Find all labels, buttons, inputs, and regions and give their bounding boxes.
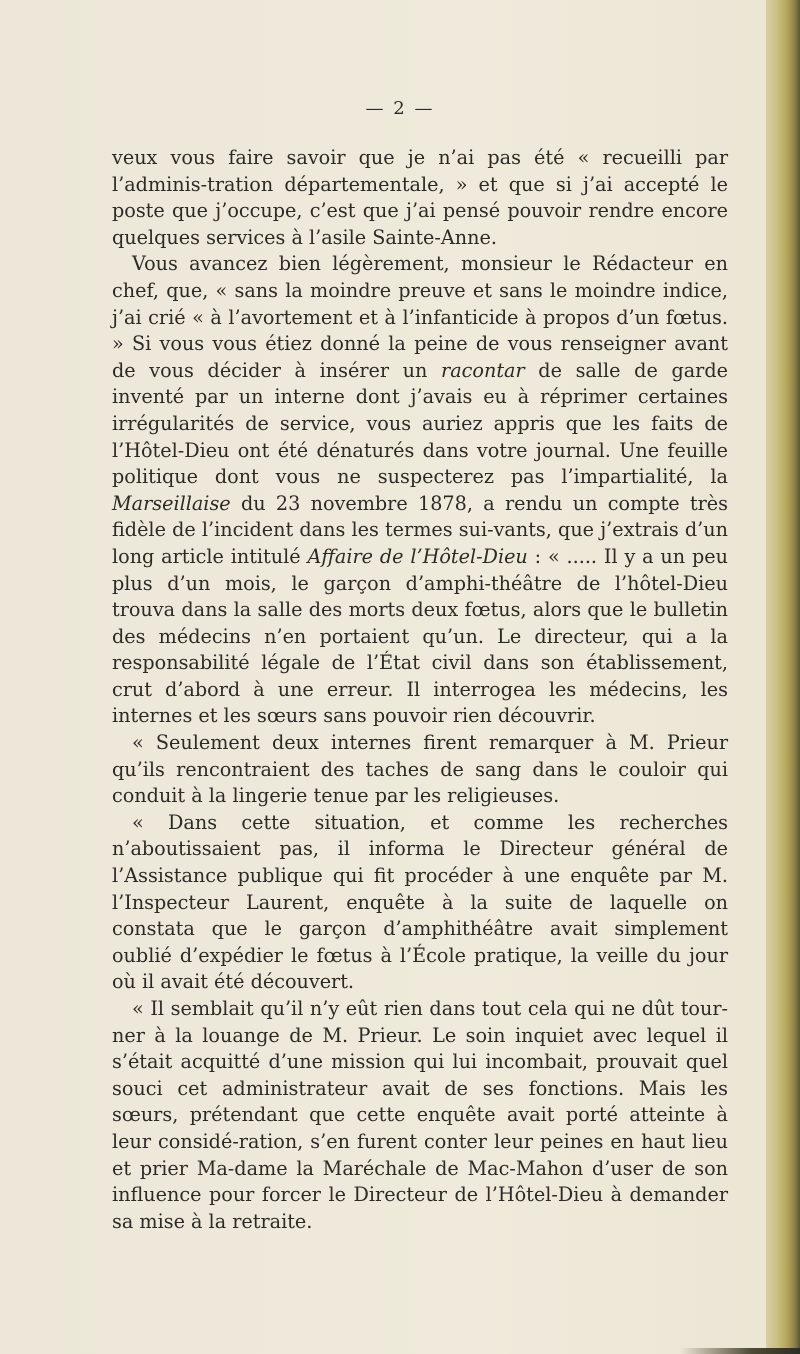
page-bottom-edge <box>680 1348 800 1354</box>
paragraph-3: « Seulement deux internes firent remarquer à M. Prieur qu’ils rencontraient des taches de sang dans le couloir qui conduit à la lingerie tenue par les religieuses. <box>112 731 728 808</box>
paragraph-2-part: Vous avancez bien légèrement, monsieur le Rédacteur en chef, que, « sans la moindre preuve et sans le moindre indice, j’ai crié « à l’avortement et à l’infanticide à propos d’un fœtus. » Si vous vous étiez donné la peine de vous renseigner avant de vous décider à insérer un <box>112 252 728 382</box>
paragraph-5: « Il semblait qu’il n’y eût rien dans tout cela qui ne dût tour-ner à la louange de M. Prieur. Le soin inquiet avec lequel il s’était acquitté d’une mission qui lui incombait, prouvait quel souci cet administrateur avait de ses fonctions. Mais les sœurs, prétendant que cette enquête avait porté atteinte à leur considé-ration, s’en furent conter leur peines en haut lieu et prier Ma-dame la Maréchale de Mac-Mahon d’user de son influence pour forcer le Directeur de l’Hôtel-Dieu à demander sa mise à la retraite. <box>112 997 728 1233</box>
page-number: — 2 — <box>365 98 435 119</box>
paragraph-4: « Dans cette situation, et comme les recherches n’aboutissaient pas, il informa le Directeur général de l’Assistance publique qui fit procéder à une enquête par M. l’Inspecteur Laurent, enquête à la suite de laquelle on constata que le garçon d’amphithéâtre avait simplement oublié d’expédier le fœtus à l’École pratique, la veille du jour où il avait été découvert. <box>112 810 728 994</box>
paragraph-1: veux vous faire savoir que je n’ai pas été « recueilli par l’adminis-tration départementale, » et que si j’ai accepté le poste que j’occupe, c’est que j’ai pensé pouvoir rendre encore quelques services à l’asile Sainte-Anne. <box>112 146 728 249</box>
paragraph-2 <box>112 251 728 730</box>
italic-marseillaise: Marseillaise <box>112 491 231 515</box>
paragraph-2-part: : « ..... Il y a un peu plus d’un mois, le garçon d’amphi-théâtre de l’hôtel-Dieu trouva dans la salle des morts deux fœtus, alors que le bulletin des médecins n’en portaient qu’un. Le directeur, qui a la responsabilité légale de l’État civil dans son établissement, crut d’abord à une erreur. Il interrogea les médecins, les internes et les sœurs sans pouvoir rien découvrir. <box>112 544 728 728</box>
paragraph-2-part: de salle de garde inventé par un interne dont j’avais eu à réprimer certaines irrégularités de service, vous auriez appris que les faits de l’Hôtel-Dieu ont été dénaturés dans votre journal. Une feuille politique dont vous ne suspecterez pas l’impartialité, la <box>112 358 728 489</box>
paragraph-2-part: du 23 novembre 1878, a rendu un compte très fidèle de l’incident dans les termes sui-vants, que j’extrais d’un long article intitulé <box>112 491 728 568</box>
italic-article-title: Affaire de l’Hôtel-Dieu <box>307 544 528 568</box>
body-text <box>112 145 728 1235</box>
page-edge-shadow <box>766 0 800 1354</box>
italic-racontar: racontar <box>441 358 525 382</box>
